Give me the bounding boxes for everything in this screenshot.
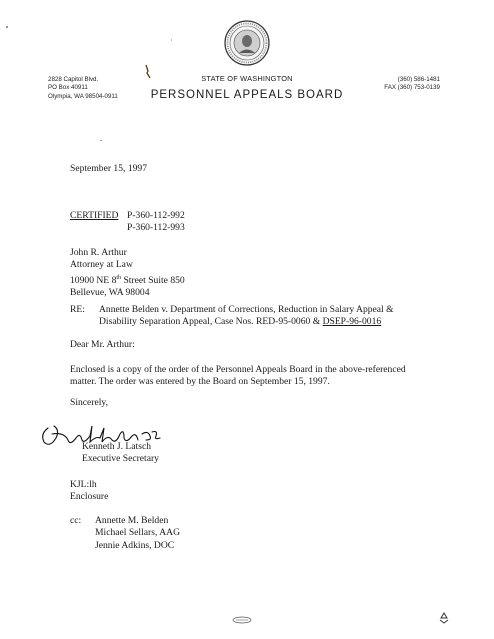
enclosure-note: Enclosure bbox=[70, 491, 109, 503]
addressee-street bbox=[70, 272, 185, 288]
signer-title: Executive Secretary bbox=[82, 453, 159, 465]
re-text: Annette Belden v. Department of Corrections, Reduction in Salary Appeal & Disability Separation Appeal, Case Nos. RED-95-0060 & bbox=[99, 304, 394, 328]
address-line: 2828 Capitol Blvd. bbox=[48, 76, 99, 83]
phone-line: (360) 586-1481 bbox=[397, 76, 440, 83]
reference-initials-block bbox=[70, 479, 108, 504]
scan-speck bbox=[100, 140, 102, 141]
board-name: PERSONNEL APPEALS BOARD bbox=[150, 89, 344, 101]
scan-mark: · bbox=[170, 36, 173, 45]
cc-recipient: Michael Sellars, AAG bbox=[95, 527, 180, 539]
reference-initials: KJL:lh bbox=[70, 479, 97, 490]
union-bug-icon bbox=[232, 616, 252, 624]
closing: Sincerely, bbox=[70, 397, 109, 408]
letter-date: September 15, 1997 bbox=[70, 163, 148, 174]
cc-recipient: Jennie Adkins, DOC bbox=[95, 539, 175, 551]
state-seal-icon bbox=[224, 20, 270, 66]
certified-label: CERTIFIED bbox=[70, 210, 119, 221]
address-line: Olympia, WA 98504-0911 bbox=[48, 92, 118, 100]
certified-number: P-360-112-992 bbox=[127, 210, 185, 221]
signer-block bbox=[82, 441, 159, 466]
salutation: Dear Mr. Arthur: bbox=[70, 339, 135, 350]
board-phone bbox=[384, 76, 440, 93]
recycle-icon bbox=[438, 612, 450, 624]
certified-number: P-360-112-993 bbox=[127, 222, 185, 234]
case-number: DSEP-96-0016 bbox=[322, 316, 382, 328]
street-number: 10900 NE 8 bbox=[70, 275, 117, 286]
addressee-block bbox=[70, 247, 185, 300]
addressee-title: Attorney at Law bbox=[70, 259, 133, 271]
addressee-name: John R. Arthur bbox=[70, 247, 127, 258]
re-label: RE: bbox=[70, 304, 85, 315]
cc-recipient: Annette M. Belden bbox=[95, 515, 169, 526]
body-paragraph: Enclosed is a copy of the order of the Personnel Appeals Board in the above-referenced matter. The order was entered by the Board on September 15, 1997. bbox=[70, 364, 406, 388]
street-name: Street Suite 850 bbox=[121, 275, 185, 286]
certified-numbers bbox=[127, 210, 185, 235]
scan-speck bbox=[6, 26, 8, 28]
re-subject bbox=[99, 304, 429, 329]
cc-label: cc: bbox=[70, 515, 82, 526]
addressee-city: Bellevue, WA 98004 bbox=[70, 287, 150, 299]
street-ordinal: th bbox=[116, 274, 122, 281]
signer-name: Kenneth J. Latsch bbox=[82, 441, 152, 452]
fax-line: FAX (360) 753-0139 bbox=[384, 84, 440, 92]
state-name: STATE OF WASHINGTON bbox=[201, 74, 293, 83]
address-line: PO Box 40911 bbox=[48, 84, 88, 92]
cc-list bbox=[95, 515, 180, 552]
